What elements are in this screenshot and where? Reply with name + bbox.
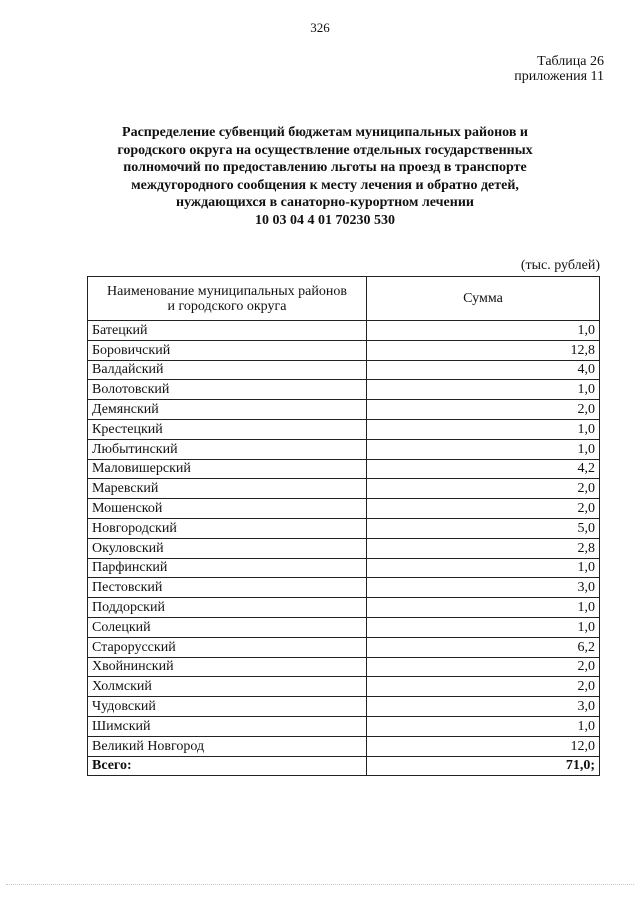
table-row	[88, 697, 600, 717]
table-row	[88, 657, 600, 677]
column-header-sum: Сумма	[367, 277, 600, 321]
district-name-cell: Поддорский	[88, 598, 367, 618]
amount-cell: 2,0	[367, 400, 600, 420]
district-name-cell: Хвойнинский	[88, 657, 367, 677]
amount-cell: 2,0	[367, 479, 600, 499]
table-row	[88, 321, 600, 341]
column-header-name	[88, 277, 367, 321]
district-name-cell: Новгородский	[88, 518, 367, 538]
subvention-table	[87, 276, 600, 776]
column-header-name-line1: Наименование муниципальных районов	[107, 283, 347, 299]
table-body	[88, 321, 600, 776]
district-name-cell: Волотовский	[88, 380, 367, 400]
district-name-cell: Чудовский	[88, 697, 367, 717]
table-row	[88, 558, 600, 578]
table-row	[88, 598, 600, 618]
table-reference-line1: Таблица 26	[537, 54, 604, 69]
amount-cell: 2,0	[367, 657, 600, 677]
table-row	[88, 479, 600, 499]
table-row	[88, 499, 600, 519]
amount-cell: 5,0	[367, 518, 600, 538]
amount-cell: 2,0	[367, 499, 600, 519]
district-name-cell: Мошенской	[88, 499, 367, 519]
column-header-name-line2: и городского округа	[167, 298, 287, 314]
district-name-cell: Батецкий	[88, 321, 367, 341]
amount-cell: 1,0	[367, 439, 600, 459]
amount-cell: 1,0	[367, 321, 600, 341]
table-row	[88, 716, 600, 736]
table-row	[88, 677, 600, 697]
amount-cell: 2,8	[367, 538, 600, 558]
district-name-cell: Пестовский	[88, 578, 367, 598]
district-name-cell: Валдайский	[88, 360, 367, 380]
table-header-row	[88, 277, 600, 321]
title-budget-code: 10 03 04 4 01 70230 530	[255, 212, 395, 228]
amount-cell: 12,8	[367, 340, 600, 360]
amount-cell: 3,0	[367, 578, 600, 598]
table-row	[88, 380, 600, 400]
district-name-cell: Окуловский	[88, 538, 367, 558]
district-name-cell: Маревский	[88, 479, 367, 499]
table-row	[88, 518, 600, 538]
amount-cell: 1,0	[367, 380, 600, 400]
amount-cell: 1,0	[367, 419, 600, 439]
amount-cell: 2,0	[367, 677, 600, 697]
title-line: полномочий по предоставлению льготы на проезд в транспорте	[123, 160, 527, 175]
amount-cell: 3,0	[367, 697, 600, 717]
table-reference-line2: приложения 11	[514, 69, 604, 84]
total-row	[88, 756, 600, 776]
district-name-cell: Любытинский	[88, 439, 367, 459]
title-line: нуждающихся в санаторно-курортном лечении	[176, 195, 474, 210]
units-label: (тыс. рублей)	[520, 258, 600, 273]
table-reference	[514, 54, 604, 84]
total-amount-cell: 71,0;	[367, 756, 600, 776]
scan-artifact-line	[6, 884, 634, 885]
table-row	[88, 400, 600, 420]
table-row	[88, 578, 600, 598]
total-label-cell: Всего:	[88, 756, 367, 776]
amount-cell: 4,2	[367, 459, 600, 479]
amount-cell: 1,0	[367, 617, 600, 637]
table-row	[88, 419, 600, 439]
amount-cell: 1,0	[367, 716, 600, 736]
document-title	[90, 124, 560, 229]
title-line: междугородного сообщения к месту лечения и обратно детей,	[131, 177, 519, 193]
district-name-cell: Маловишерский	[88, 459, 367, 479]
district-name-cell: Крестецкий	[88, 419, 367, 439]
page-number: 326	[310, 20, 330, 35]
table-row	[88, 736, 600, 756]
title-line: городского округа на осуществление отдельных государственных	[117, 142, 533, 158]
amount-cell: 1,0	[367, 558, 600, 578]
table-row	[88, 439, 600, 459]
amount-cell: 4,0	[367, 360, 600, 380]
district-name-cell: Старорусский	[88, 637, 367, 657]
district-name-cell: Шимский	[88, 716, 367, 736]
title-line: Распределение субвенций бюджетам муниципальных районов и	[122, 125, 528, 140]
table-row	[88, 617, 600, 637]
amount-cell: 6,2	[367, 637, 600, 657]
district-name-cell: Холмский	[88, 677, 367, 697]
amount-cell: 12,0	[367, 736, 600, 756]
table-row	[88, 360, 600, 380]
district-name-cell: Боровичский	[88, 340, 367, 360]
district-name-cell: Демянский	[88, 400, 367, 420]
amount-cell: 1,0	[367, 598, 600, 618]
table-row	[88, 340, 600, 360]
table-row	[88, 459, 600, 479]
table-row	[88, 637, 600, 657]
table-row	[88, 538, 600, 558]
district-name-cell: Парфинский	[88, 558, 367, 578]
district-name-cell: Великий Новгород	[88, 736, 367, 756]
district-name-cell: Солецкий	[88, 617, 367, 637]
